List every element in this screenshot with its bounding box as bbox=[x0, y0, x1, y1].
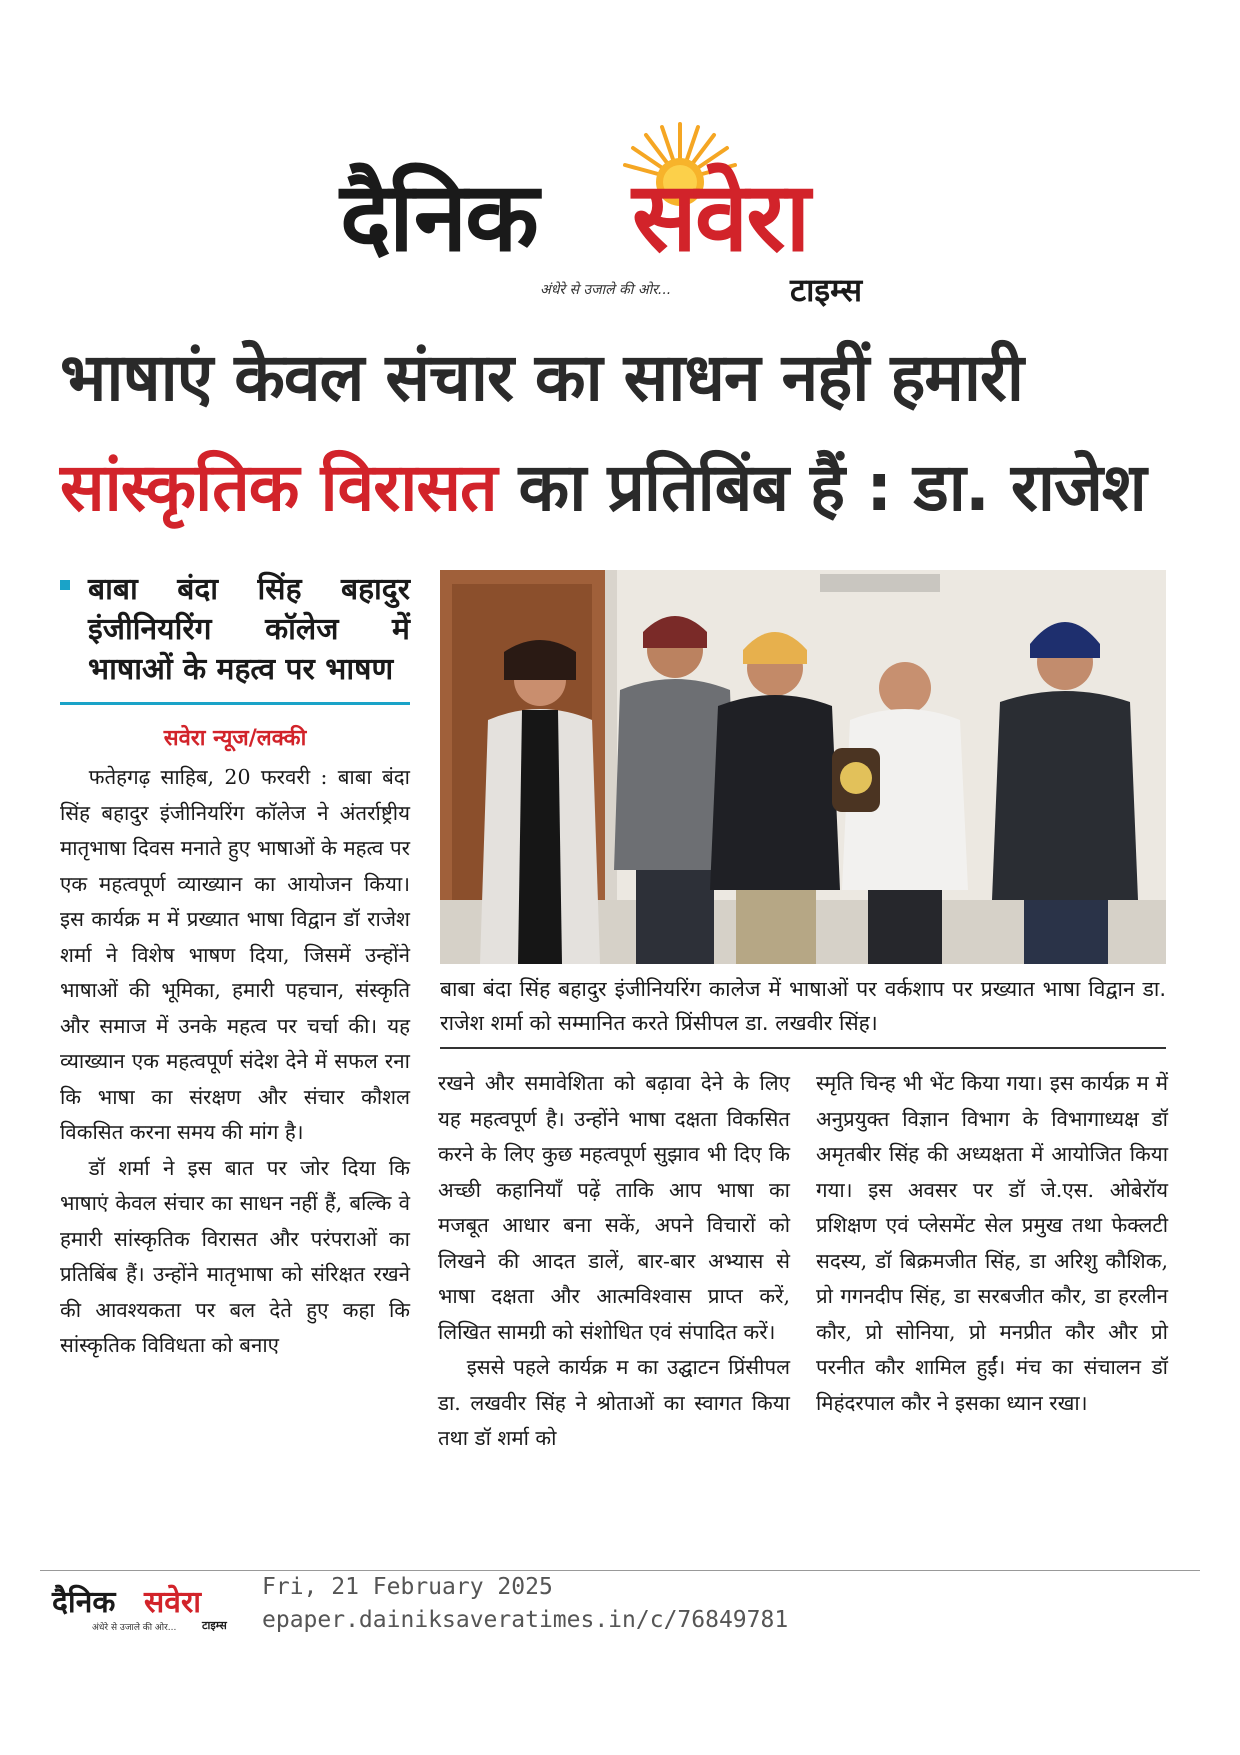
footer-logo-part1: दैनिक bbox=[52, 1585, 116, 1620]
masthead-name-part2: सवेरा bbox=[632, 161, 809, 273]
masthead-times: टाइम्स bbox=[790, 271, 863, 309]
article-paragraph: इससे पहले कार्यक्र म का उद्घाटन प्रिंसीपल डा. लखवीर सिंह ने श्रोताओं का स्वागत किया तथा डॉ शर्मा को bbox=[438, 1355, 790, 1450]
article-column-1 bbox=[60, 760, 410, 1364]
footer-logo bbox=[52, 1580, 252, 1640]
footer-logo-tagline: अंधेरे से उजाले की ओर... bbox=[92, 1623, 177, 1633]
caption-rule bbox=[440, 1047, 1166, 1049]
article-paragraph: रखने और समावेशिता को बढ़ावा देने के लिए यह महत्वपूर्ण है। उन्होंने भाषा दक्षता विकसित करने के लिए कुछ महत्वपूर्ण सुझाव भी दिए कि अच्छी कहानियाँ पढ़ें ताकि आप भाषा का मजबूत आधार बना सकें, अपने विचारों को लिखने की आदत डालें, बार-बार अभ्यास से भाषा दक्षता और आत्मविश्वास प्राप्त करें, लिखित सामग्री को संशोधित एवं संपादित करें। bbox=[438, 1071, 790, 1344]
footer-logo-times: टाइम्स bbox=[202, 1619, 227, 1632]
subheadline-text: बाबा बंदा सिंह बहादुर इंजीनियरिंग कॉलेज में भाषाओं के महत्व पर भाषण bbox=[88, 572, 410, 687]
event-photo bbox=[440, 570, 1166, 964]
masthead-logo bbox=[320, 120, 920, 310]
headline-line1: भाषाएं केवल संचार का साधन नहीं हमारी bbox=[60, 339, 1024, 416]
edition-date: Fri, 21 February 2025 bbox=[262, 1574, 553, 1600]
article-column-3 bbox=[816, 1066, 1168, 1421]
photo-illustration bbox=[440, 570, 1166, 964]
byline: सवेरा न्यूज/लक्की bbox=[163, 726, 307, 751]
footer-rule bbox=[40, 1570, 1200, 1571]
masthead-name-part1: दैनिक bbox=[340, 161, 537, 273]
article-paragraph: डॉ शर्मा ने इस बात पर जोर दिया कि भाषाएं केवल संचार का साधन नहीं हैं, बल्कि वे हमारी सांस्कृतिक विरासत और परंपराओं का प्रतिबिंब हैं। उन्होंने मातृभाषा को संरिक्षत रखने की आवश्यकता पर बल देते हुए कहा कि सांस्कृतिक विविधता को बनाए bbox=[60, 1155, 410, 1357]
bullet-icon bbox=[60, 580, 70, 590]
subheadline bbox=[60, 570, 410, 690]
headline-highlight: सांस्कृतिक विरासत bbox=[60, 449, 497, 526]
headline-line2-rest: का प्रतिबिंब हैं : डा. राजेश bbox=[496, 449, 1146, 526]
article-paragraph: फतेहगढ़ साहिब, 20 फरवरी : बाबा बंदा सिंह बहादुर इंजीनियरिंग कॉलेज ने अंतर्राष्ट्रीय मातृभाषा दिवस मनाते हुए भाषाओं के महत्व पर एक महत्वपूर्ण व्याख्यान का आयोजन किया। इस कार्यक्र म में प्रख्यात भाषा विद्वान डॉ राजेश शर्मा ने विशेष भाषण दिया, जिसमें उन्होंने भाषाओं की भूमिका, हमारी पहचान, संस्कृति और समाज में उनके महत्व पर चर्चा की। यह व्याख्यान एक महत्वपूर्ण संदेश देने में सफल रना कि भाषा का संरक्षण और संचार कौशल विकसित करना समय की मांग है। bbox=[60, 765, 410, 1144]
subheadline-rule bbox=[60, 702, 410, 705]
epaper-link[interactable]: epaper.dainiksaveratimes.in/c/76849781 bbox=[262, 1607, 789, 1633]
masthead-tagline: अंधेरे से उजाले की ओर... bbox=[540, 282, 672, 298]
headline-line2 bbox=[60, 440, 1180, 530]
photo-caption: बाबा बंदा सिंह बहादुर इंजीनियरिंग कालेज में भाषाओं पर वर्कशाप पर प्रख्यात भाषा विद्वान डा. राजेश शर्मा को सम्मानित करते प्रिंसीपल डा. लखवीर सिंह। bbox=[440, 977, 1166, 1035]
article-column-2 bbox=[438, 1066, 790, 1457]
footer-logo-part2: सवेरा bbox=[144, 1585, 201, 1620]
article-paragraph: स्मृति चिन्ह भी भेंट किया गया। इस कार्यक्र म में अनुप्रयुक्त विज्ञान विभाग के विभागाध्यक्ष डॉ अमृतबीर सिंह की अध्यक्षता में आयोजित किया गया। इस अवसर पर डॉ जे.एस. ओबेरॉय प्रशिक्षण एवं प्लेसमेंट सेल प्रमुख तथा फेक्लटी सदस्य, डॉ बिक्रमजीत सिंह, डा अरिशु कौशिक, प्रो गगनदीप सिंह, डा सरबजीत कौर, डा हरलीन कौर, प्रो सोनिया, प्रो मनप्रीत कौर और प्रो परनीत कौर शामिल हुईं। मंच का संचालन डॉ मिहंदरपाल कौर ने इसका ध्यान रखा। bbox=[816, 1071, 1168, 1415]
